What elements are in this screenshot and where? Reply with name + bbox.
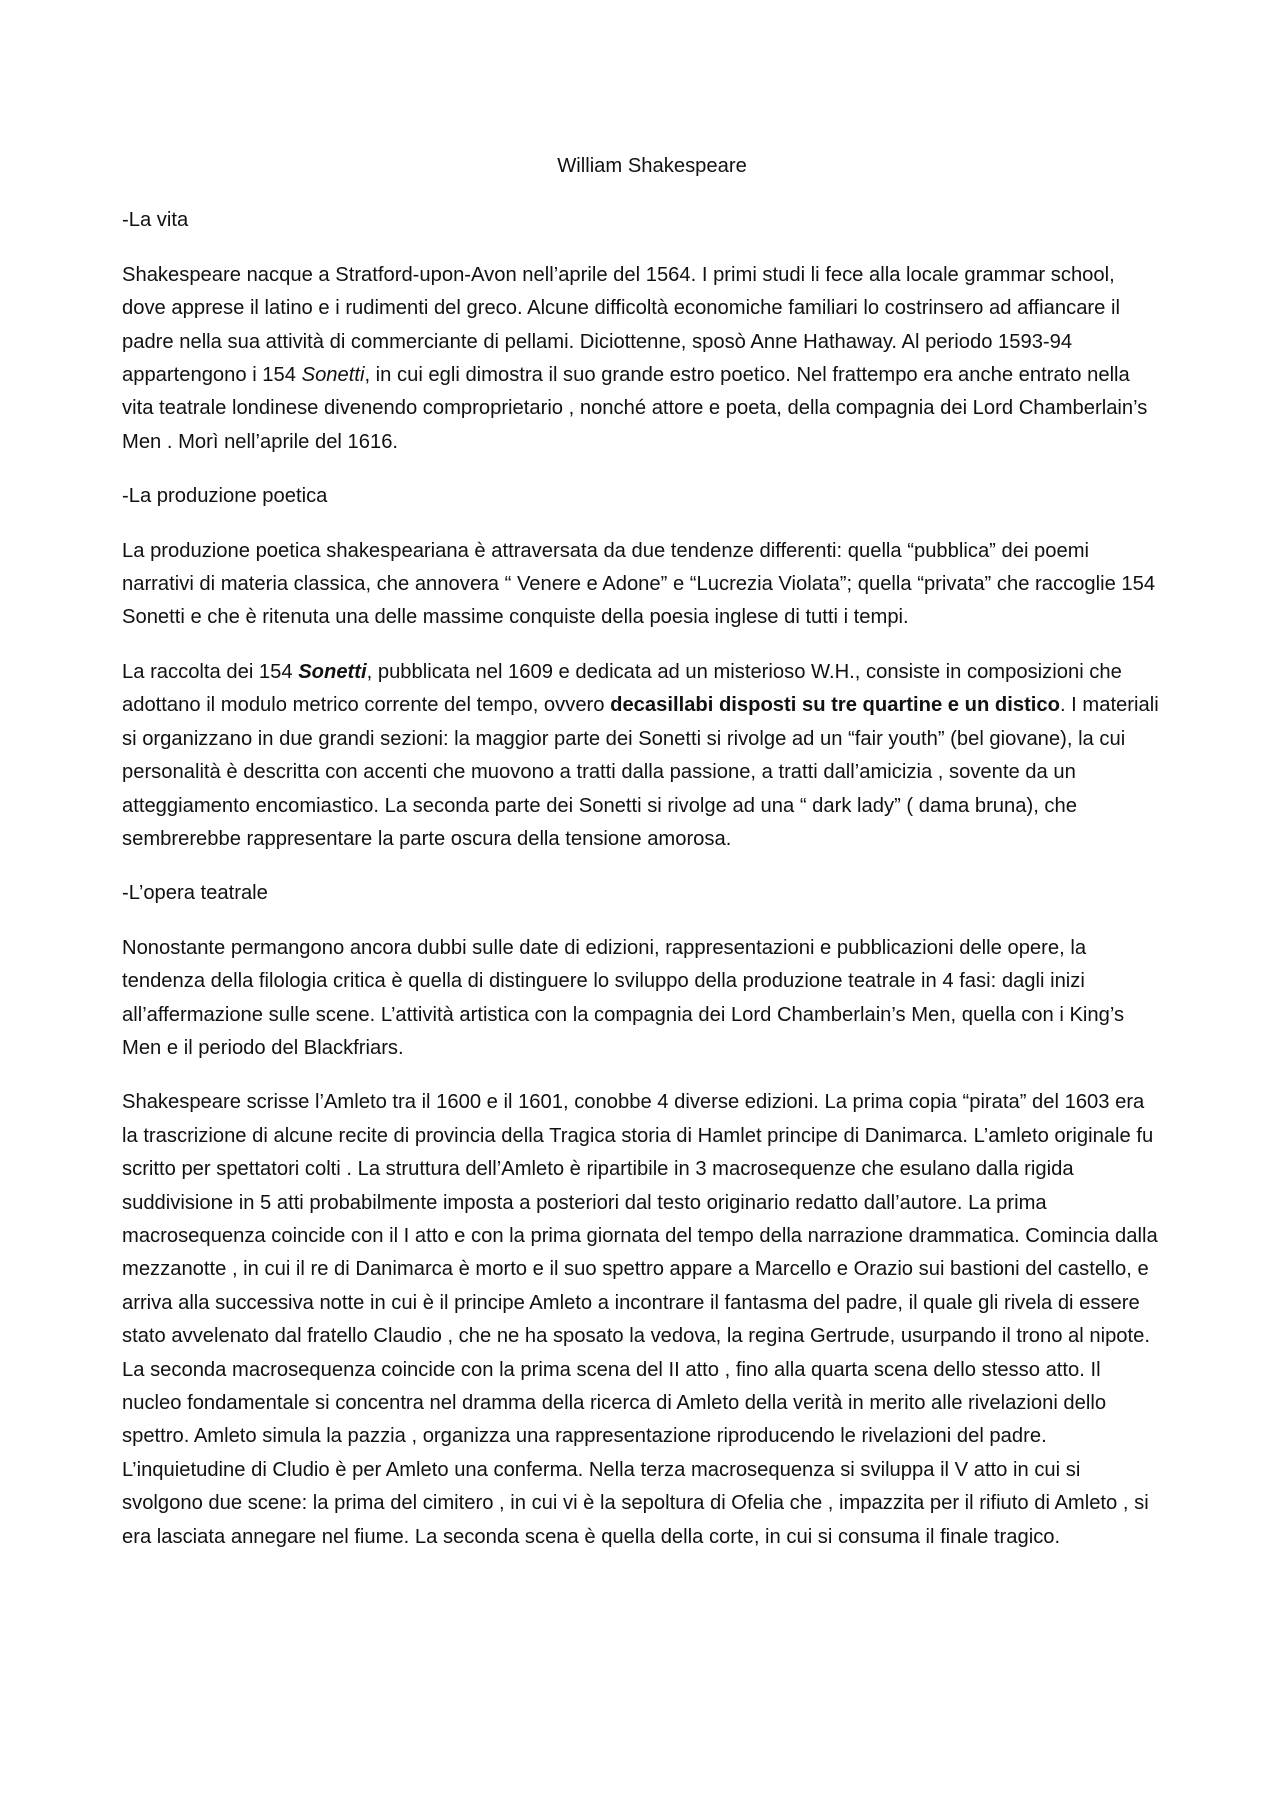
paragraph-vita xyxy=(122,259,1162,459)
paragraph-vita-sonetti-italic: Sonetti xyxy=(301,364,365,387)
paragraph-poetica-2-text-c: , pubblicata nel 1609 e dedicata ad un misterioso W.H., consiste in composizioni che adottano il modulo metrico corrente del tempo, ovvero xyxy=(122,660,1122,717)
paragraph-poetica-2-bold-phrase: decasillabi disposti su tre quartine e un distico xyxy=(610,694,1060,717)
paragraph-vita-text-a: Shakespeare nacque a Stratford-upon-Avon nell’aprile del 1564. I primi studi li fece alla locale grammar school, dove apprese il latino e i rudimenti del greco. Alcune difficoltà economiche familiari lo costrinsero ad affiancare il padre nella sua attività di commerciante di pellami. Diciottenne, sposò Anne Hathaway. Al periodo 1593-94 appartengono i 154 xyxy=(122,263,1120,387)
section-heading-poetica: -La produzione poetica xyxy=(122,485,328,508)
paragraph-poetica-2-sonetti-bold-italic: Sonetti xyxy=(298,660,367,683)
paragraph-poetica-2-text-e: . I materiali si organizzano in due grandi sezioni: la maggior parte dei Sonetti si rivolge ad un “fair youth” (bel giovane), la cui personalità è descritta con accenti che muovono a tratti dalla passione, a tratti dall’amicizia , sovente da un atteggiamento encomiastico. La seconda parte dei Sonetti si rivolge ad una “ dark lady” ( dama bruna), che sembrerebbe rappresentare la parte oscura della tensione amorosa. xyxy=(122,694,1159,850)
section-heading-vita: -La vita xyxy=(122,209,189,232)
paragraph-teatrale-1: Nonostante permangono ancora dubbi sulle date di edizioni, rappresentazioni e pubblicazioni delle opere, la tendenza della filologia critica è quella di distinguere lo sviluppo della produzione teatrale in 4 fasi: dagli inizi all’affermazione sulle scene. L’attività artistica con la compagnia dei Lord Chamberlain’s Men, quella con i King’s Men e il periodo del Blackfriars. xyxy=(122,936,1125,1059)
section-heading-teatrale: -L’opera teatrale xyxy=(122,882,268,905)
paragraph-vita-text-c: , in cui egli dimostra il suo grande estro poetico. Nel frattempo era anche entrato nella vita teatrale londinese divenendo comproprietario , nonché attore e poeta, della compagnia dei Lord Chamberlain’s Men . Morì nell’aprile del 1616. xyxy=(122,364,1148,453)
paragraph-poetica-1: La produzione poetica shakespeariana è attraversata da due tendenze differenti: quella “pubblica” dei poemi narrativi di materia classica, che annovera “ Venere e Adone” e “Lucrezia Violata”; quella “privata” che raccoglie 154 Sonetti e che è ritenuta una delle massime conquiste della poesia inglese di tutti i tempi. xyxy=(122,539,1156,629)
paragraph-poetica-2 xyxy=(122,656,1162,856)
document-page xyxy=(122,150,1162,1575)
paragraph-poetica-2-text-a: La raccolta dei 154 xyxy=(122,660,299,683)
paragraph-teatrale-2: Shakespeare scrisse l’Amleto tra il 1600 e il 1601, conobbe 4 diverse edizioni. La prima copia “pirata” del 1603 era la trascrizione di alcune recite di provincia della Tragica storia di Hamlet principe di Danimarca. L’amleto originale fu scritto per spettatori colti . La struttura dell’Amleto è ripartibile in 3 macrosequenze che esulano dalla rigida suddivisione in 5 atti probabilmente imposta a posteriori dal testo originario redatto dall’autore. La prima macrosequenza coincide con il I atto e con la prima giornata del tempo della narrazione drammatica. Comincia dalla mezzanotte , in cui il re di Danimarca è morto e il suo spettro appare a Marcello e Orazio sui bastioni del castello, e arriva alla successiva notte in cui è il principe Amleto a incontrare il fantasma del padre, il quale gli rivela di essere stato avvelenato dal fratello Claudio , che ne ha sposato la vedova, la regina Gertrude, usurpando il trono al nipote. La seconda macrosequenza coincide con la prima scena del II atto , fino alla quarta scena dello stesso atto. Il nucleo fondamentale si concentra nel dramma della ricerca di Amleto della verità in merito alle rivelazioni dello spettro. Amleto simula la pazzia , organizza una rappresentazione riproducendo le rivelazioni del padre. L’inquietudine di Cludio è per Amleto una conferma. Nella terza macrosequenza si sviluppa il V atto in cui si svolgono due scene: la prima del cimitero , in cui vi è la sepoltura di Ofelia che , impazzita per il rifiuto di Amleto , si era lasciata annegare nel fiume. La seconda scena è quella della corte, in cui si consuma il finale tragico. xyxy=(122,1091,1158,1548)
document-title: William Shakespeare xyxy=(557,155,747,177)
